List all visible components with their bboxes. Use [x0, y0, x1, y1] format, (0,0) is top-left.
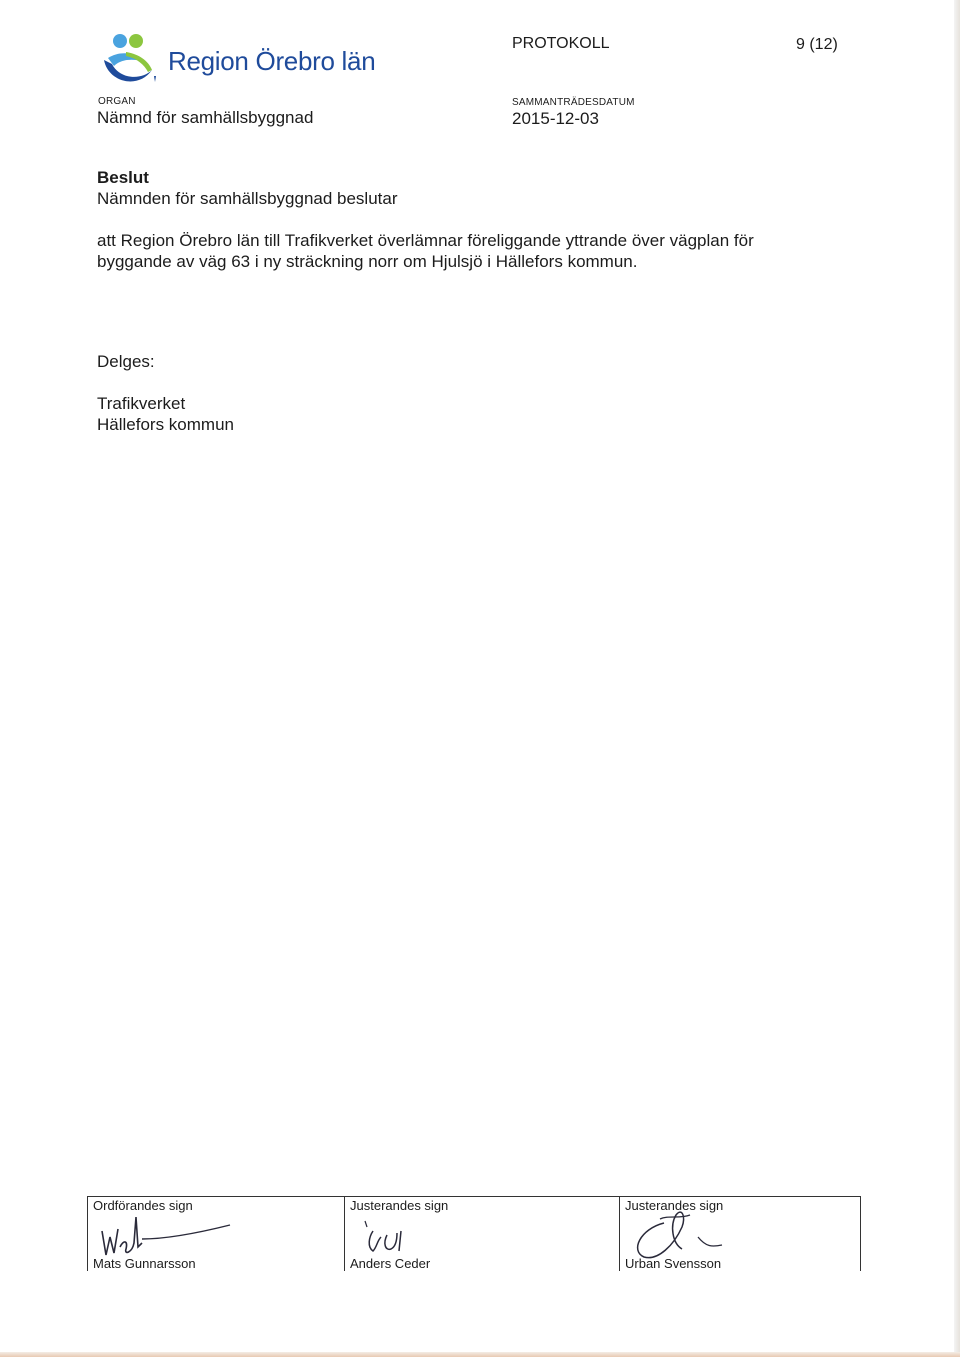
recipient-item: Hällefors kommun	[97, 415, 234, 434]
scan-edge-bottom	[0, 1352, 960, 1357]
signature-label: Justerandes sign	[625, 1198, 724, 1213]
meeting-date-label: SAMMANTRÄDESDATUM	[512, 97, 635, 108]
page-number: 9 (12)	[796, 36, 838, 53]
signatory-name: Urban Svensson	[625, 1256, 722, 1271]
decision-subheading: Nämnden för samhällsbyggnad beslutar	[97, 189, 398, 208]
signature-label: Ordförandes sign	[93, 1198, 193, 1213]
decision-line: att Region Örebro län till Trafikverket överlämnar föreliggande yttrande över vägplan för	[97, 231, 754, 250]
organ-label: ORGAN	[98, 96, 136, 107]
signatory-name: Mats Gunnarsson	[93, 1256, 196, 1271]
signature-label: Justerandes sign	[350, 1198, 449, 1213]
decision-heading: Beslut	[97, 168, 149, 187]
signature-box-adjuster-2	[619, 1196, 861, 1271]
document-type: PROTOKOLL	[512, 35, 610, 52]
meeting-date-value: 2015-12-03	[512, 109, 599, 128]
signature-box-adjuster-1	[344, 1196, 620, 1271]
delges-label: Delges:	[97, 352, 155, 371]
decision-text	[97, 230, 817, 272]
decision-line: byggande av väg 63 i ny sträckning norr om Hjulsjö i Hällefors kommun.	[97, 252, 638, 271]
signature-box-chair	[87, 1196, 344, 1271]
signatory-name: Anders Ceder	[350, 1256, 431, 1271]
region-logo-icon	[98, 30, 160, 92]
scan-edge-right	[954, 0, 960, 1357]
organ-value: Nämnd för samhällsbyggnad	[97, 108, 314, 127]
logo-text: Region Örebro län	[168, 45, 376, 76]
recipient-item: Trafikverket	[97, 394, 186, 413]
region-logo	[98, 30, 375, 92]
recipient-list	[97, 393, 234, 435]
